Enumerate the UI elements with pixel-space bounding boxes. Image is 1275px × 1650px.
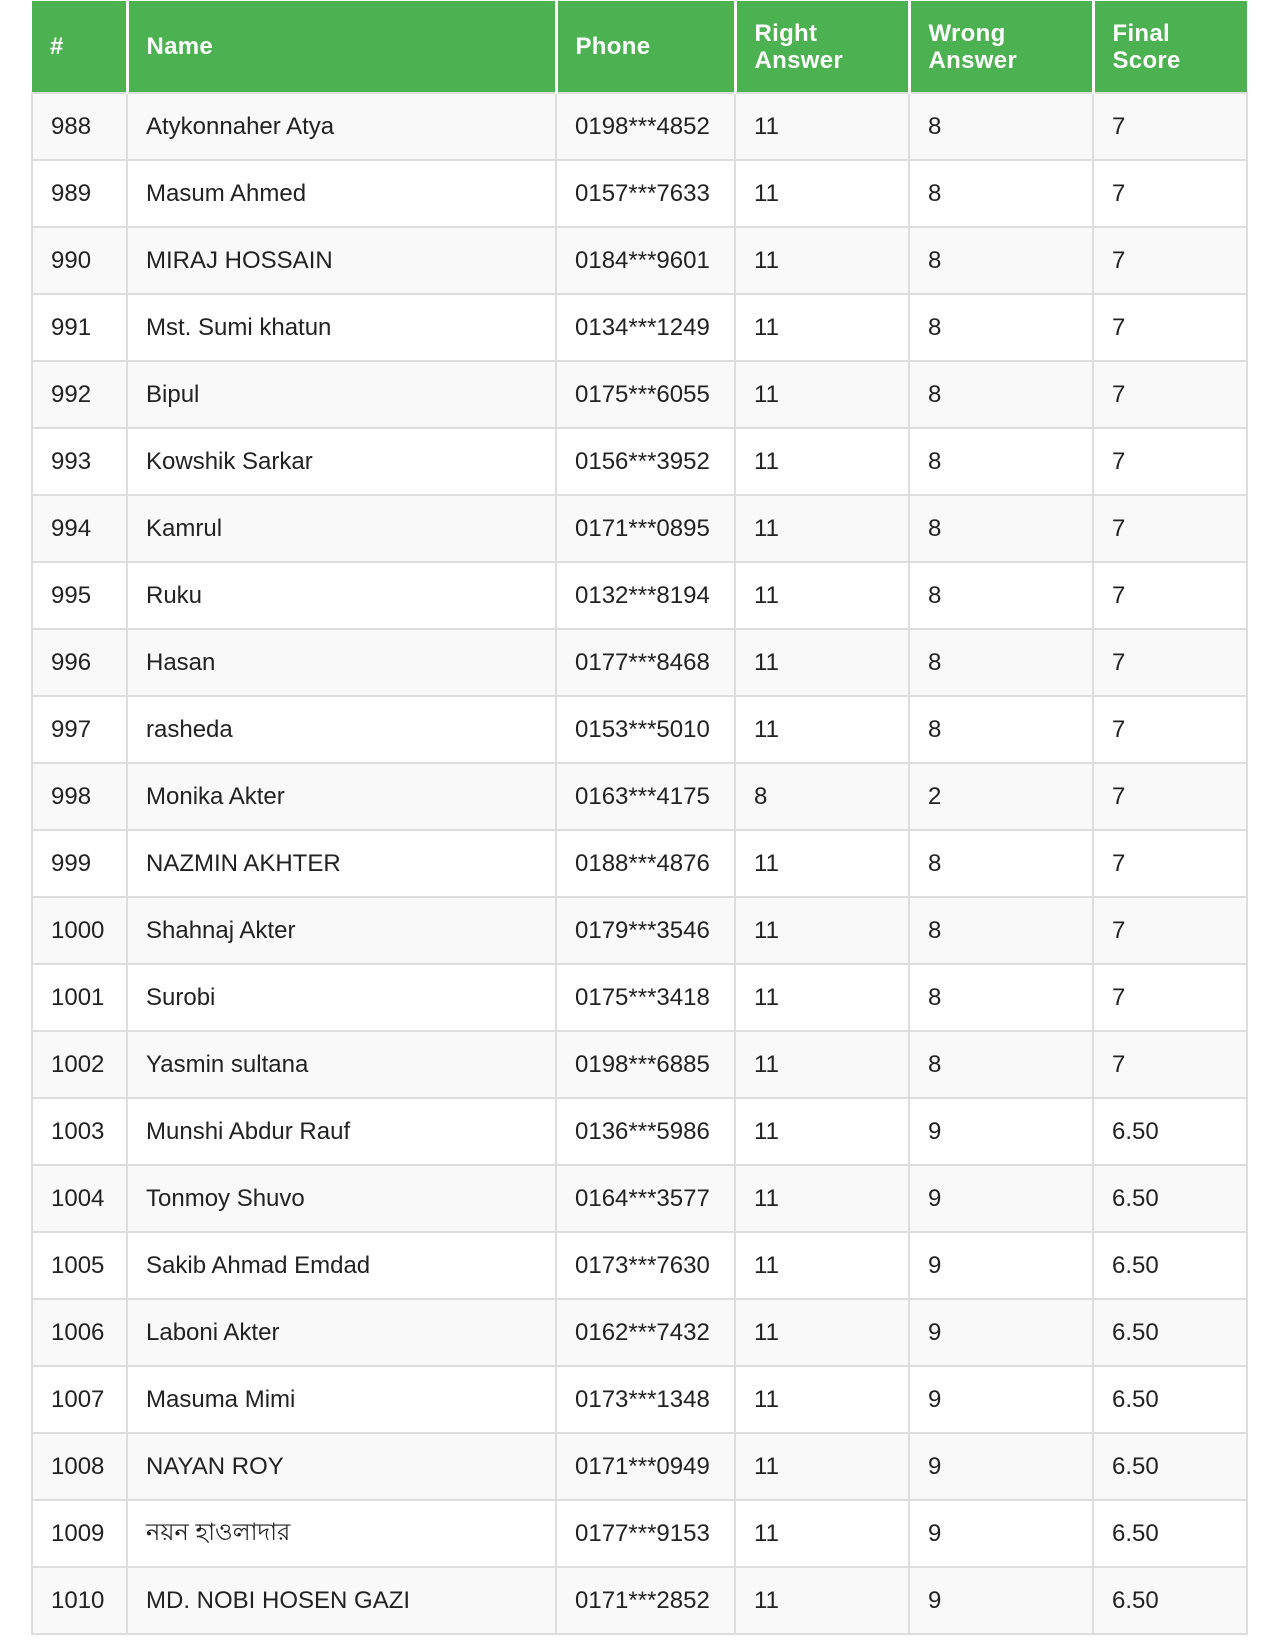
cell-right-answer: 11 (735, 1098, 909, 1165)
cell-wrong-answer: 8 (909, 562, 1093, 629)
cell-right-answer: 11 (735, 160, 909, 227)
cell-right-answer: 11 (735, 696, 909, 763)
cell-phone: 0184***9601 (556, 227, 735, 294)
cell-wrong-answer: 8 (909, 361, 1093, 428)
table-row (32, 1366, 1247, 1433)
cell-wrong-answer: 9 (909, 1500, 1093, 1567)
table-row (32, 1500, 1247, 1567)
table-row (32, 629, 1247, 696)
cell-phone: 0175***6055 (556, 361, 735, 428)
cell-name: Surobi (127, 964, 556, 1031)
cell-final-score: 7 (1093, 562, 1247, 629)
cell-wrong-answer: 9 (909, 1098, 1093, 1165)
cell-phone: 0175***3418 (556, 964, 735, 1031)
table-row (32, 160, 1247, 227)
cell-right-answer: 11 (735, 227, 909, 294)
cell-right-answer: 11 (735, 1299, 909, 1366)
cell-phone: 0173***7630 (556, 1232, 735, 1299)
header-row (32, 1, 1247, 93)
cell-right-answer: 11 (735, 495, 909, 562)
table-row (32, 964, 1247, 1031)
cell-rank: 1010 (32, 1567, 127, 1634)
cell-wrong-answer: 2 (909, 763, 1093, 830)
cell-rank: 996 (32, 629, 127, 696)
cell-final-score: 7 (1093, 294, 1247, 361)
cell-rank: 1004 (32, 1165, 127, 1232)
cell-final-score: 7 (1093, 428, 1247, 495)
cell-name: Mst. Sumi khatun (127, 294, 556, 361)
cell-phone: 0179***3546 (556, 897, 735, 964)
cell-name: Ruku (127, 562, 556, 629)
table-row (32, 696, 1247, 763)
cell-final-score: 7 (1093, 361, 1247, 428)
cell-rank: 999 (32, 830, 127, 897)
cell-rank: 994 (32, 495, 127, 562)
cell-right-answer: 11 (735, 897, 909, 964)
cell-right-answer: 11 (735, 562, 909, 629)
cell-name: rasheda (127, 696, 556, 763)
cell-name: Bipul (127, 361, 556, 428)
cell-name: Tonmoy Shuvo (127, 1165, 556, 1232)
cell-name: Sakib Ahmad Emdad (127, 1232, 556, 1299)
table-row (32, 93, 1247, 160)
cell-wrong-answer: 8 (909, 93, 1093, 160)
cell-right-answer: 8 (735, 763, 909, 830)
cell-wrong-answer: 8 (909, 294, 1093, 361)
cell-final-score: 7 (1093, 227, 1247, 294)
cell-final-score: 7 (1093, 629, 1247, 696)
cell-rank: 991 (32, 294, 127, 361)
cell-right-answer: 11 (735, 294, 909, 361)
cell-name: NAYAN ROY (127, 1433, 556, 1500)
cell-name: Laboni Akter (127, 1299, 556, 1366)
table-row (32, 1232, 1247, 1299)
table-header (32, 1, 1247, 93)
cell-name: MD. NOBI HOSEN GAZI (127, 1567, 556, 1634)
cell-rank: 1000 (32, 897, 127, 964)
cell-rank: 1001 (32, 964, 127, 1031)
table-body (32, 93, 1247, 1634)
table-row (32, 294, 1247, 361)
cell-name: Hasan (127, 629, 556, 696)
cell-final-score: 6.50 (1093, 1232, 1247, 1299)
table-row (32, 428, 1247, 495)
cell-rank: 993 (32, 428, 127, 495)
cell-wrong-answer: 8 (909, 629, 1093, 696)
cell-rank: 988 (32, 93, 127, 160)
header-phone: Phone (556, 1, 735, 93)
table-row (32, 495, 1247, 562)
cell-phone: 0156***3952 (556, 428, 735, 495)
cell-right-answer: 11 (735, 964, 909, 1031)
cell-rank: 992 (32, 361, 127, 428)
cell-right-answer: 11 (735, 1433, 909, 1500)
cell-wrong-answer: 9 (909, 1366, 1093, 1433)
cell-phone: 0162***7432 (556, 1299, 735, 1366)
cell-wrong-answer: 8 (909, 830, 1093, 897)
table-row (32, 1031, 1247, 1098)
cell-rank: 1003 (32, 1098, 127, 1165)
cell-phone: 0171***0949 (556, 1433, 735, 1500)
header-final-score: Final Score (1093, 1, 1247, 93)
cell-right-answer: 11 (735, 428, 909, 495)
cell-wrong-answer: 8 (909, 964, 1093, 1031)
cell-rank: 995 (32, 562, 127, 629)
cell-phone: 0157***7633 (556, 160, 735, 227)
cell-phone: 0153***5010 (556, 696, 735, 763)
cell-right-answer: 11 (735, 1500, 909, 1567)
cell-name: Kowshik Sarkar (127, 428, 556, 495)
cell-rank: 1009 (32, 1500, 127, 1567)
cell-final-score: 6.50 (1093, 1299, 1247, 1366)
cell-wrong-answer: 8 (909, 428, 1093, 495)
cell-name: Munshi Abdur Rauf (127, 1098, 556, 1165)
cell-wrong-answer: 8 (909, 897, 1093, 964)
cell-rank: 997 (32, 696, 127, 763)
cell-right-answer: 11 (735, 830, 909, 897)
cell-phone: 0136***5986 (556, 1098, 735, 1165)
cell-phone: 0188***4876 (556, 830, 735, 897)
cell-name: NAZMIN AKHTER (127, 830, 556, 897)
cell-rank: 1006 (32, 1299, 127, 1366)
cell-phone: 0171***0895 (556, 495, 735, 562)
cell-name: Monika Akter (127, 763, 556, 830)
table-row (32, 1098, 1247, 1165)
cell-name: নয়ন হাওলাদার (127, 1500, 556, 1567)
cell-final-score: 6.50 (1093, 1433, 1247, 1500)
header-rank: # (32, 1, 127, 93)
cell-rank: 1002 (32, 1031, 127, 1098)
cell-final-score: 7 (1093, 830, 1247, 897)
table-row (32, 361, 1247, 428)
cell-right-answer: 11 (735, 629, 909, 696)
cell-phone: 0173***1348 (556, 1366, 735, 1433)
header-name: Name (127, 1, 556, 93)
cell-phone: 0198***4852 (556, 93, 735, 160)
cell-rank: 1008 (32, 1433, 127, 1500)
cell-right-answer: 11 (735, 1232, 909, 1299)
cell-name: Shahnaj Akter (127, 897, 556, 964)
cell-rank: 1007 (32, 1366, 127, 1433)
header-right-answer: Right Answer (735, 1, 909, 93)
table-row (32, 1165, 1247, 1232)
table-row (32, 897, 1247, 964)
table-row (32, 1567, 1247, 1634)
cell-name: Kamrul (127, 495, 556, 562)
cell-rank: 1005 (32, 1232, 127, 1299)
cell-right-answer: 11 (735, 361, 909, 428)
cell-rank: 998 (32, 763, 127, 830)
cell-phone: 0171***2852 (556, 1567, 735, 1634)
cell-phone: 0132***8194 (556, 562, 735, 629)
cell-name: Atykonnaher Atya (127, 93, 556, 160)
cell-right-answer: 11 (735, 1165, 909, 1232)
cell-wrong-answer: 9 (909, 1299, 1093, 1366)
cell-final-score: 7 (1093, 160, 1247, 227)
results-table (31, 1, 1248, 1635)
cell-phone: 0177***8468 (556, 629, 735, 696)
cell-wrong-answer: 8 (909, 495, 1093, 562)
header-wrong-answer: Wrong Answer (909, 1, 1093, 93)
cell-final-score: 7 (1093, 495, 1247, 562)
cell-wrong-answer: 9 (909, 1567, 1093, 1634)
cell-final-score: 6.50 (1093, 1098, 1247, 1165)
cell-final-score: 7 (1093, 964, 1247, 1031)
cell-phone: 0134***1249 (556, 294, 735, 361)
cell-final-score: 7 (1093, 93, 1247, 160)
cell-wrong-answer: 9 (909, 1232, 1093, 1299)
cell-final-score: 7 (1093, 696, 1247, 763)
cell-wrong-answer: 9 (909, 1165, 1093, 1232)
cell-final-score: 7 (1093, 763, 1247, 830)
table-row (32, 830, 1247, 897)
cell-phone: 0164***3577 (556, 1165, 735, 1232)
cell-name: Masuma Mimi (127, 1366, 556, 1433)
cell-rank: 990 (32, 227, 127, 294)
table-row (32, 1433, 1247, 1500)
cell-name: Masum Ahmed (127, 160, 556, 227)
cell-final-score: 6.50 (1093, 1567, 1247, 1634)
table-row (32, 763, 1247, 830)
cell-final-score: 7 (1093, 897, 1247, 964)
cell-wrong-answer: 8 (909, 160, 1093, 227)
cell-right-answer: 11 (735, 1031, 909, 1098)
cell-name: MIRAJ HOSSAIN (127, 227, 556, 294)
cell-name: Yasmin sultana (127, 1031, 556, 1098)
cell-wrong-answer: 8 (909, 696, 1093, 763)
cell-final-score: 6.50 (1093, 1500, 1247, 1567)
cell-phone: 0177***9153 (556, 1500, 735, 1567)
table-row (32, 1299, 1247, 1366)
cell-wrong-answer: 9 (909, 1433, 1093, 1500)
table-row (32, 227, 1247, 294)
cell-right-answer: 11 (735, 1567, 909, 1634)
cell-phone: 0198***6885 (556, 1031, 735, 1098)
cell-wrong-answer: 8 (909, 1031, 1093, 1098)
table-row (32, 562, 1247, 629)
cell-final-score: 6.50 (1093, 1366, 1247, 1433)
cell-rank: 989 (32, 160, 127, 227)
cell-right-answer: 11 (735, 93, 909, 160)
cell-final-score: 6.50 (1093, 1165, 1247, 1232)
cell-phone: 0163***4175 (556, 763, 735, 830)
cell-final-score: 7 (1093, 1031, 1247, 1098)
cell-wrong-answer: 8 (909, 227, 1093, 294)
cell-right-answer: 11 (735, 1366, 909, 1433)
